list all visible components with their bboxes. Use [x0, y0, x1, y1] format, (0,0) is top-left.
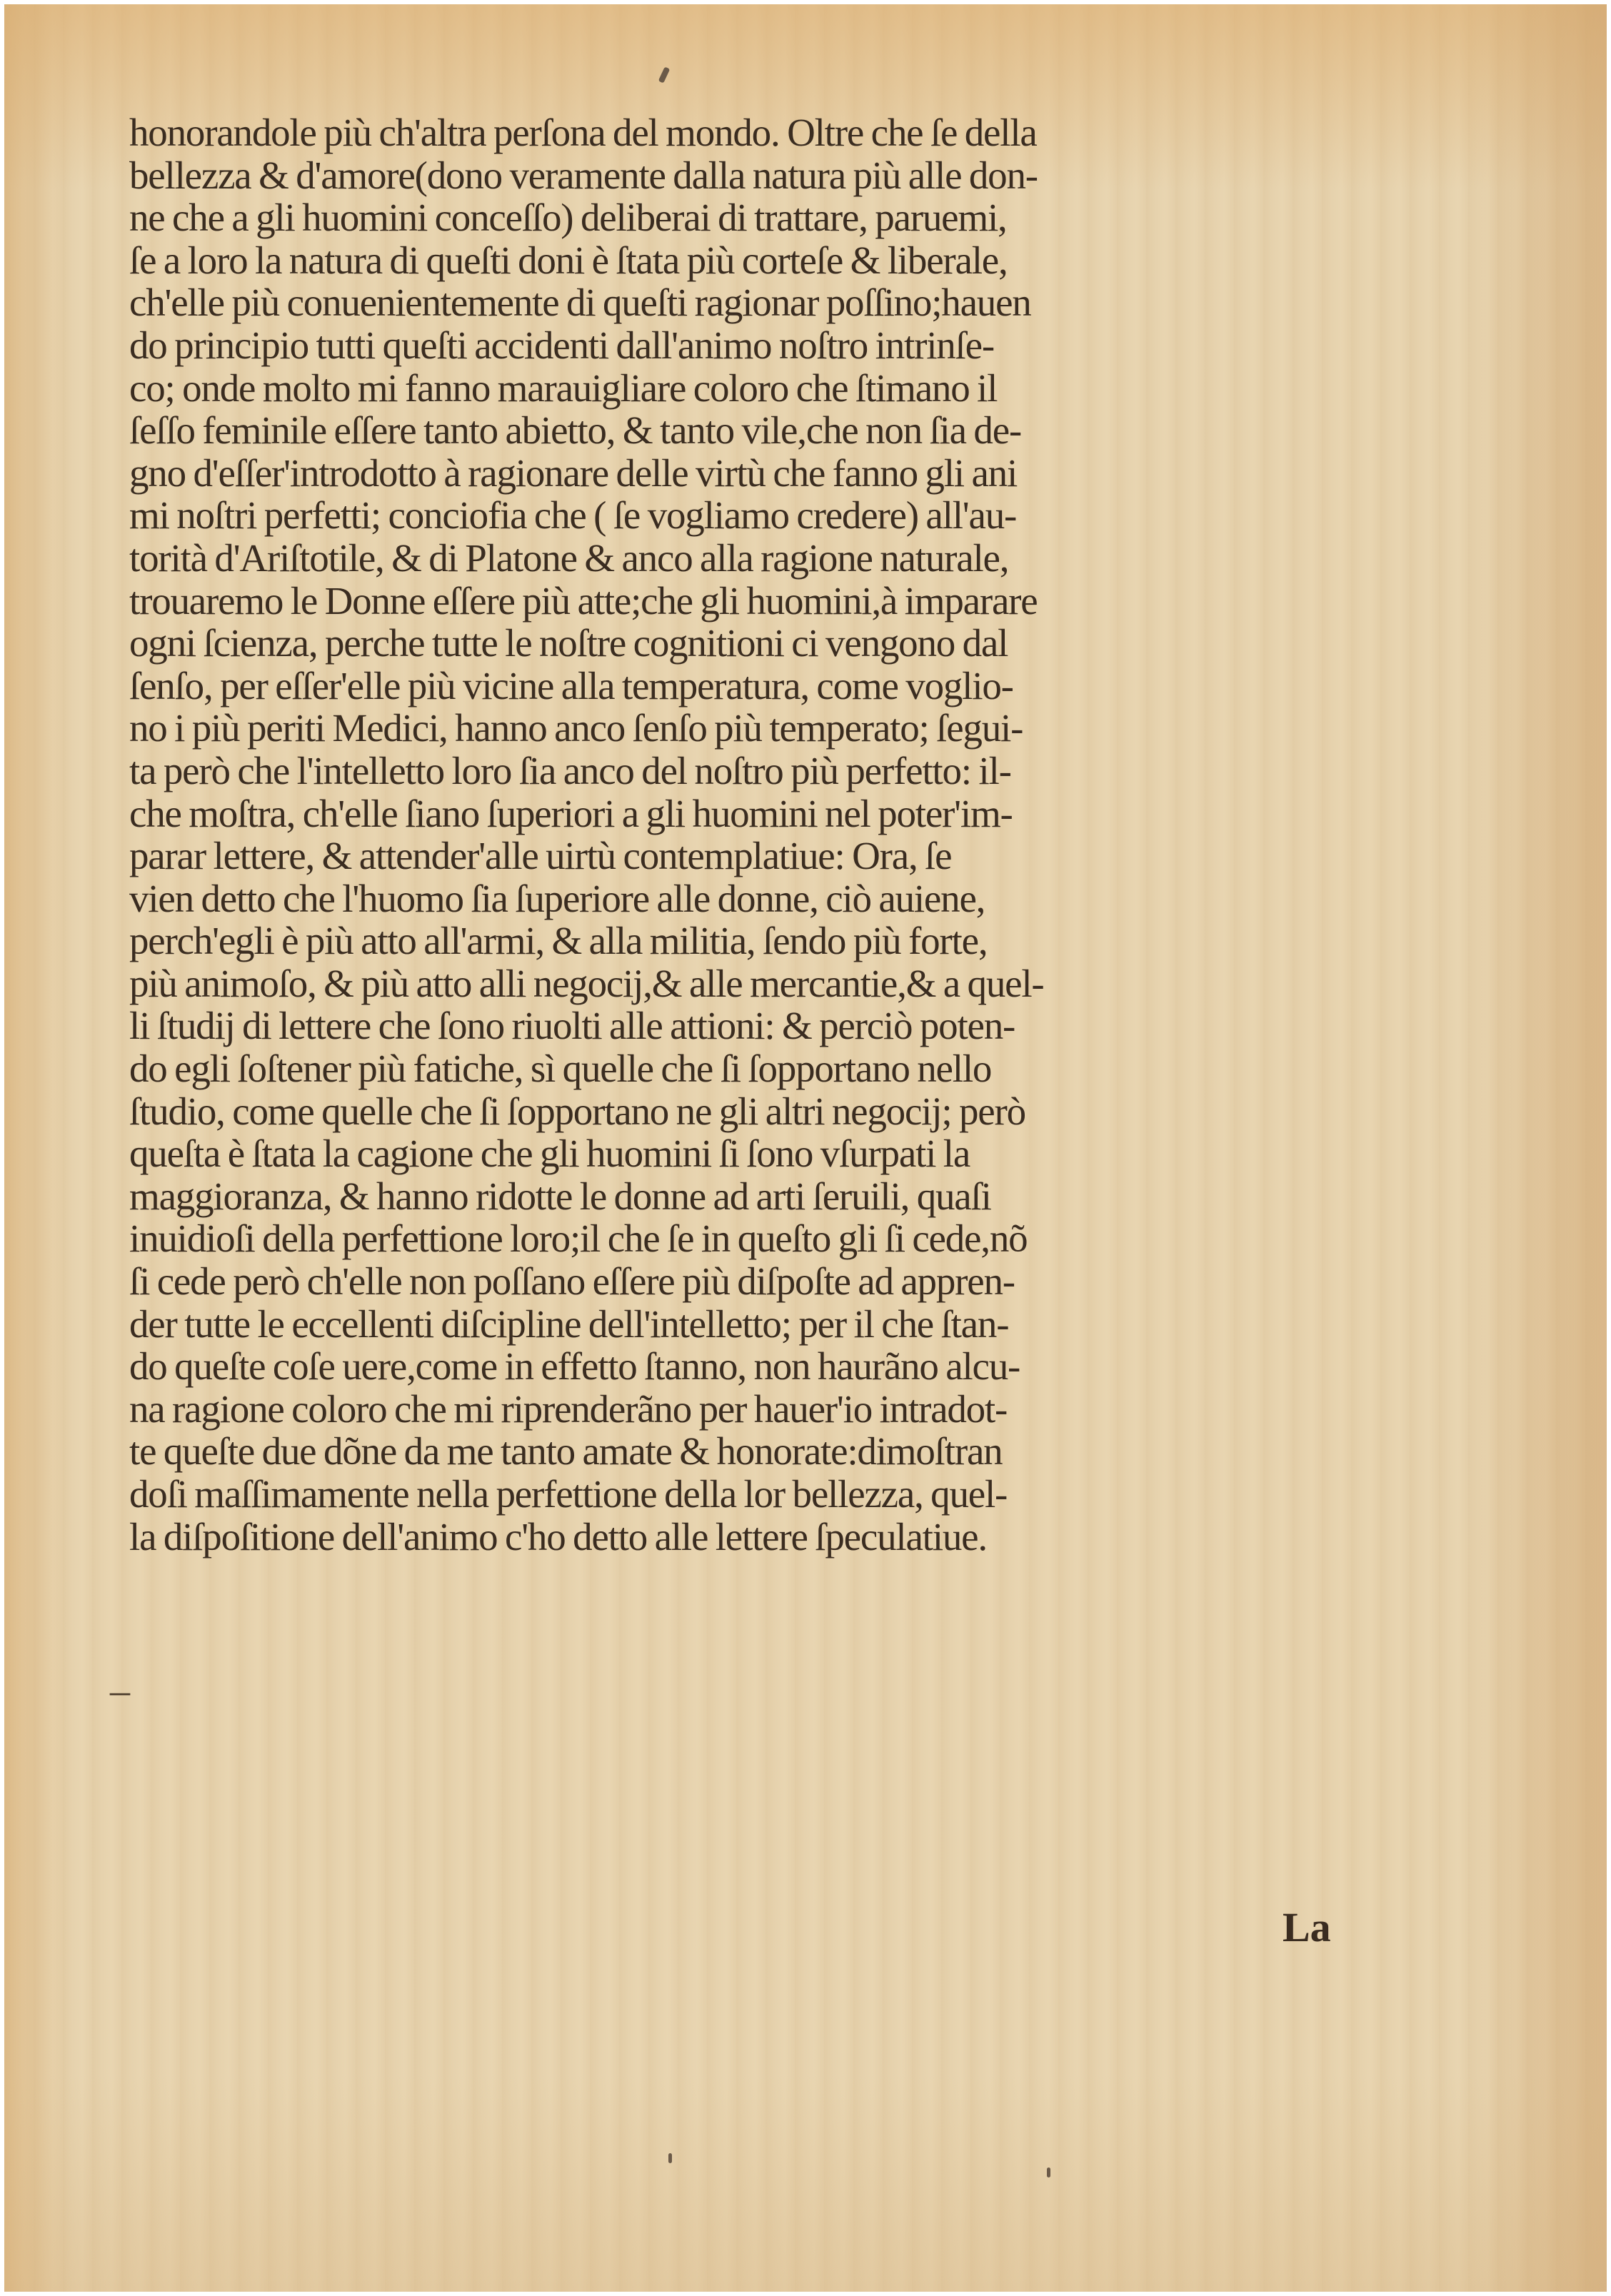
text-line-30: do queſte coſe uere,come in effetto ſtanno, non haurãno alcu- — [129, 1344, 1020, 1389]
text-line-26: maggioranza, & hanno ridotte le donne ad arti ſeruili, quaſi — [129, 1174, 991, 1218]
text-line-3: ne che a gli huomini conceſſo) deliberai di trattare, paruemi, — [129, 196, 1007, 240]
text-line-31: na ragione coloro che mi riprenderãno per hauer'io intradot- — [129, 1386, 1008, 1431]
text-line-13: ogni ſcienza, perche tutte le noſtre cognitioni ci vengono dal — [129, 621, 1008, 665]
text-line-24: ſtudio, come quelle che ſi ſopportano ne gli altri negocij; però — [129, 1089, 1025, 1133]
text-line-16: ta però che l'intelletto loro ſia anco del noſtro più perfetto: il- — [129, 748, 1011, 792]
margin-dash-mark: – — [110, 1668, 130, 1713]
text-line-17: che moſtra, ch'elle ſiano ſuperiori a gli huomini nel poter'im- — [129, 791, 1013, 835]
text-line-25: queſta è ſtata la cagione che gli huomini ſi ſono vſurpati la — [129, 1132, 970, 1176]
text-line-32: te queſte due dõne da me tanto amate & honorate:dimoſtran — [129, 1429, 1003, 1474]
text-line-29: der tutte le eccellenti diſcipline dell'intelletto; per il che ſtan- — [129, 1301, 1009, 1346]
text-line-6: do principio tutti queſti accidenti dall'animo noſtro intrinſe- — [129, 323, 994, 367]
text-line-7: co; onde molto mi fanno marauigliare coloro che ſtimano il — [129, 366, 998, 410]
text-line-23: do egli ſoſtener più fatiche, sì quelle che ſi ſopportano nello — [129, 1047, 992, 1091]
ink-speck — [658, 66, 671, 83]
text-line-10: mi noſtri perfetti; conciofia che ( ſe vogliamo credere) all'au- — [129, 493, 1017, 538]
text-line-21: più animoſo, & più atto alli negocij,& alle mercantie,& a quel- — [129, 961, 1044, 1005]
ink-speck — [1047, 2167, 1050, 2177]
text-line-28: ſi cede però ch'elle non poſſano eſſere più diſpoſte ad appren- — [129, 1259, 1015, 1304]
text-line-18: parar lettere, & attender'alle uirtù contemplatiue: Ora, ſe — [129, 834, 952, 878]
text-line-11: torità d'Ariſtotile, & di Platone & anco alla ragione naturale, — [129, 535, 1009, 580]
book-page — [4, 4, 1607, 2292]
text-line-33: doſi maſſimamente nella perfettione della lor bellezza, quel- — [129, 1472, 1008, 1516]
text-line-1: honorandole più ch'altra perſona del mondo. Oltre che ſe della — [129, 111, 1037, 154]
ink-speck — [668, 2153, 672, 2163]
text-line-19: vien detto che l'huomo ſia ſuperiore alle donne, ciò auiene, — [129, 876, 985, 920]
text-line-4: ſe a loro la natura di queſti doni è ſtata più corteſe & liberale, — [129, 238, 1008, 282]
text-line-8: ſeſſo feminile eſſere tanto abietto, & tanto vile,che non ſia de- — [129, 408, 1022, 453]
text-line-9: gno d'eſſer'introdotto à ragionare delle virtù che fanno gli ani — [129, 450, 1018, 495]
text-line-34: la diſpoſitione dell'animo c'ho detto alle lettere ſpeculatiue. — [129, 1514, 987, 1559]
text-line-15: no i più periti Medici, hanno anco ſenſo più temperato; ſegui- — [129, 706, 1023, 750]
text-line-5: ch'elle più conuenientemente di queſti ragionar poſſino;hauen — [129, 281, 1031, 325]
text-line-12: trouaremo le Donne eſſere più atte;che gli huomini,à imparare — [129, 578, 1038, 623]
catchword: La — [1283, 1904, 1331, 1950]
text-line-20: perch'egli è più atto all'armi, & alla militia, ſendo più forte, — [129, 919, 988, 963]
page-body-text — [129, 111, 1400, 1558]
text-line-27: inuidioſi della perfettione loro;il che ſe in queſto gli ſi cede,nõ — [129, 1217, 1028, 1261]
text-line-2: bellezza & d'amore(dono veramente dalla natura più alle don- — [129, 153, 1038, 197]
text-line-22: li ſtudij di lettere che ſono riuolti alle attioni: & perciò poten- — [129, 1004, 1015, 1048]
text-line-14: ſenſo, per eſſer'elle più vicine alla temperatura, come voglio- — [129, 663, 1013, 708]
